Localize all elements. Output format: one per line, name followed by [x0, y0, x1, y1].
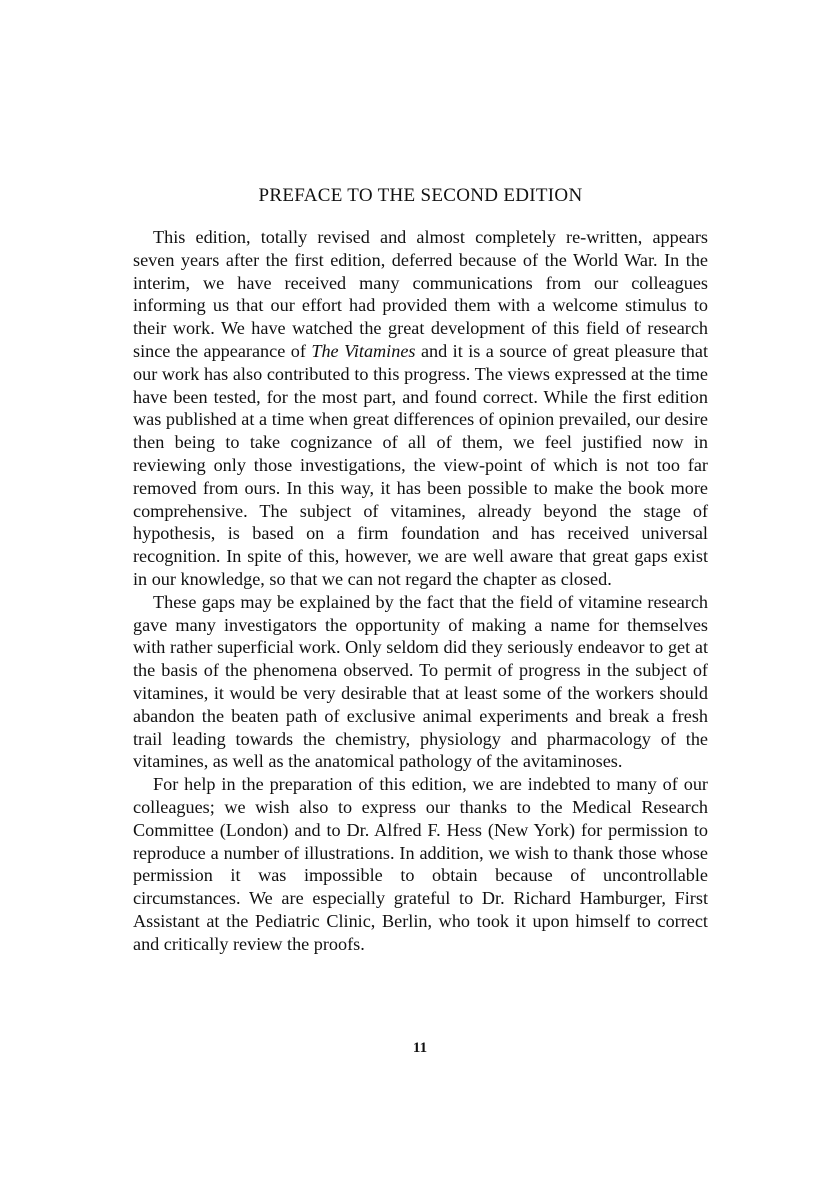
paragraph-3: For help in the preparation of this edition, we are indebted to many of our colleagues; we wish also to express our thanks to the Medical Research Committee (London) and to Dr. Alfred F. Hess (New York) for permission to reproduce a number of illustrations. In addition, we wish to thank those whose permission it was impossible to obtain because of uncontrollable circumstances. We are especially grateful to Dr. Richard Hamburger, First Assistant at the Pediatric Clinic, Berlin, who took it upon himself to correct and critically review the proofs.	[133, 774, 708, 954]
paragraph-1	[133, 226, 708, 591]
page-body	[133, 182, 708, 956]
book-title-italic: The Vitamines	[311, 340, 416, 361]
paragraph-2: These gaps may be explained by the fact that the field of vitamine research gave many investigators the opportunity of making a name for themselves with rather superficial work. Only seldom did they seriously endeavor to get at the basis of the phenomena observed. To permit of progress in the subject of vitamines, it would be very desirable that at least some of the workers should abandon the beaten path of exclusive animal experiments and break a fresh trail leading towards the chemistry, physiology and pharmacology of the vitamines, as well as the anatomical pathology of the avitaminoses.	[133, 591, 708, 772]
page-title: PREFACE TO THE SECOND EDITION	[258, 185, 583, 206]
paragraph-1-text-a: This edition, totally revised and almost completely re-written, appears seven years after the first edition, deferred because of the World War. In the interim, we have received many communications from our colleagues informing us that our effort had provided them with a welcome stimulus to their work. We have watched the great development of this field of research since the appearance of	[133, 227, 708, 361]
page-number: 11	[412, 1040, 428, 1056]
paragraph-1-text-b: and it is a source of great pleasure that our work has also contributed to this progress. The views expressed at the time have been tested, for the most part, and found correct. While the first edition was published at a time when great differences of opinion prevailed, our desire then being to take cognizance of all of them, we feel justified now in reviewing only those investigations, the view-point of which is not too far removed from ours. In this way, it has been possible to make the book more comprehensive. The subject of vitamines, already beyond the stage of hypothesis, is based on a firm foundation and has received universal recognition. In spite of this, however, we are well aware that great gaps exist in our knowledge, so that we can not regard the chapter as closed.	[133, 340, 709, 589]
